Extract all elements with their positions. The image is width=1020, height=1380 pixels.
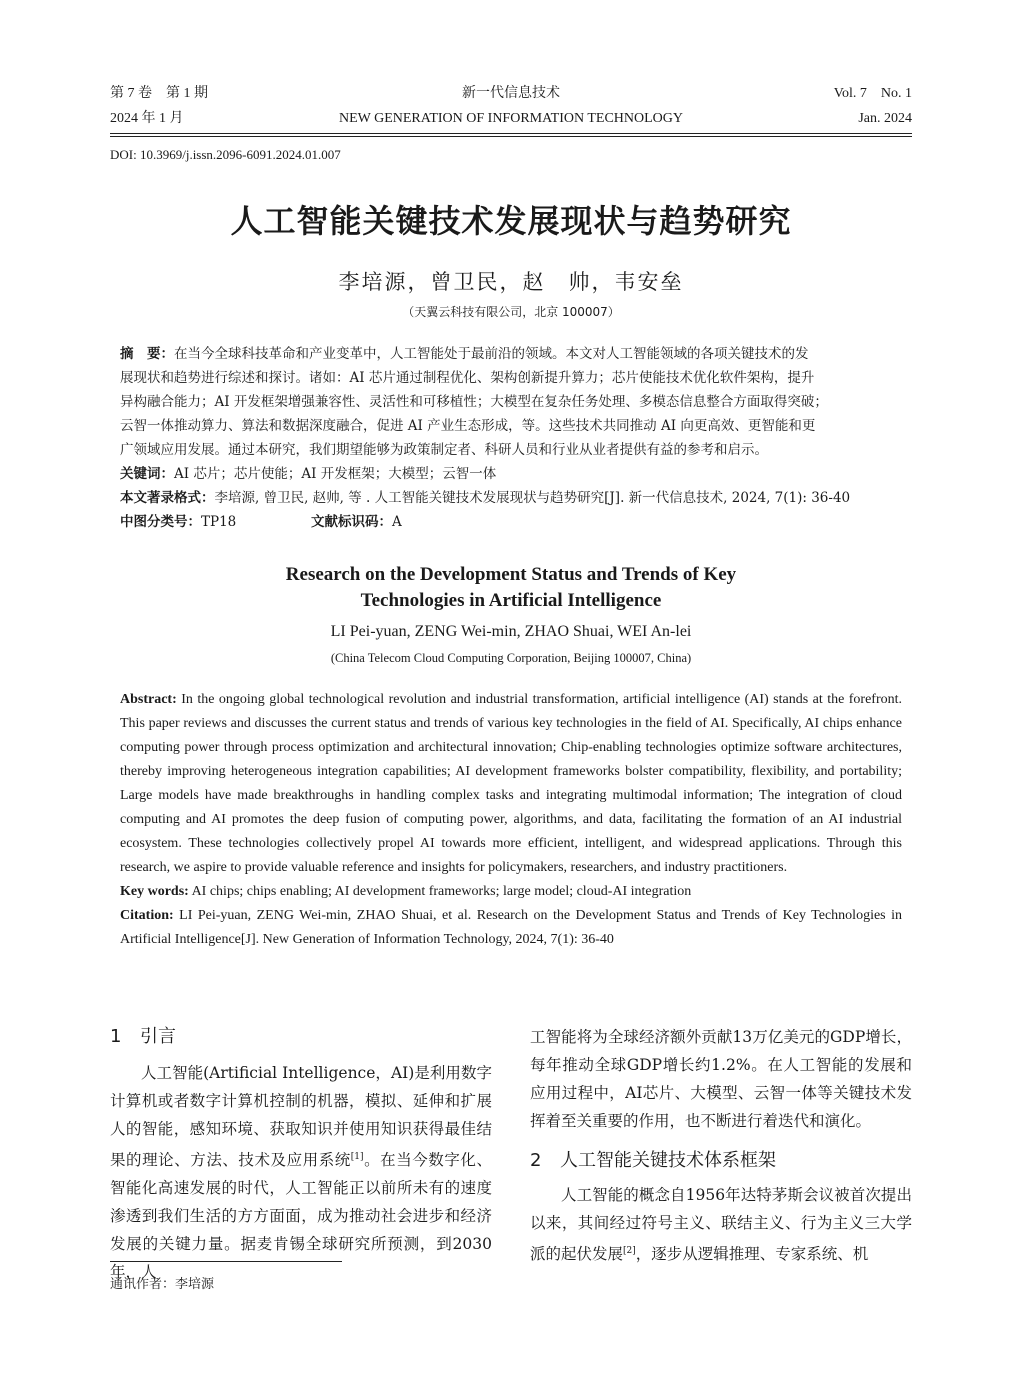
cn-abstract-line: 异构融合能力；AI 开发框架增强兼容性、灵活性和可移植性；大模型在复杂任务处理、多模态信息整合方面取得突破； [120, 394, 828, 410]
affiliation: （天翼云科技有限公司，北京 100007） [402, 305, 620, 319]
section-2-paragraph: 人工智能的概念自1956年达特茅斯会议被首次提出以来，其间经过符号主义、联结主义、行为主义三大学派的起伏发展[2]，逐步从逻辑推理、专家系统、机 [530, 1186, 912, 1264]
en-title: Research on the Development Status and Trends of Key Technologies in Artificial Intelligence [285, 564, 737, 611]
cn-abstract-line: 云智一体推动算力、算法和数据深度融合，促进 AI 产业生态形成，等。这些技术共同推动 AI 向更高效、更智能和更 [120, 418, 816, 434]
volume-issue: 第 7 卷 第 1 期 [110, 86, 208, 101]
cn-classification: 中图分类号：TP18 文献标识码：A [120, 514, 402, 530]
corresponding-author: 通讯作者：李培源 [110, 1277, 215, 1292]
header-rule-1 [110, 133, 912, 134]
cn-abstract-line: 广领域应用发展。通过本研究，我们期望能够为政策制定者、科研人员和行业从业者提供有益的参考和启示。 [120, 442, 768, 458]
en-affiliation: (China Telecom Cloud Computing Corporation, Beijing 100007, China) [330, 651, 692, 665]
right-column [530, 1023, 912, 1268]
paper-title: 人工智能关键技术发展现状与趋势研究 [230, 202, 792, 240]
cn-abstract-line: 展现状和趋势进行综述和探讨。诸如：AI 芯片通过制程优化、架构创新提升算力；芯片使能技术优化软件架构，提升 [120, 370, 815, 386]
doccode-label: 文献标识码： [311, 514, 392, 530]
clc-label: 中图分类号： [120, 514, 201, 530]
citation-ref[interactable]: [1] [350, 1152, 364, 1162]
header-rule-2 [110, 136, 912, 137]
en-citation-label: Citation: [120, 908, 174, 923]
cn-citation: 本文著录格式：李培源, 曾卫民, 赵帅, 等 . 人工智能关键技术发展现状与趋势研究[J]. 新一代信息技术, 2024, 7(1): 36-40 [120, 490, 851, 506]
footnote-rule [110, 1261, 342, 1262]
doi[interactable]: DOI: 10.3969/j.issn.2096-6091.2024.01.007 [110, 147, 341, 162]
cn-abstract-label: 摘 要： [120, 346, 174, 362]
section-1-paragraph: 人工智能(Artificial Intelligence，AI)是利用数字计算机或者数字计算机控制的机器，模拟、延伸和扩展人的智能，感知环境、获取知识并使用知识获得最佳结果的理论、方法、技术及应用系统[1]。在当今数字化、智能化高速发展的时代，人工智能正以前所未有的速度渗透到我们生活的方方面面，成为推动社会进步和经济发展的关键力量。据麦肯锡全球研究所预测，到2030年，人 [110, 1064, 492, 1282]
issue-date-en: Jan. 2024 [858, 111, 912, 126]
en-keywords: AI chips; chips enabling; AI development frameworks; large model; cloud-AI integration [191, 884, 692, 899]
author-list: 李培源，曾卫民，赵 帅，韦安垒 [338, 270, 684, 294]
cn-keywords-label: 关键词： [120, 466, 174, 482]
en-author-list: LI Pei-yuan, ZENG Wei-min, ZHAO Shuai, WEI An-lei [330, 623, 692, 640]
en-abstract [120, 688, 902, 952]
en-citation: LI Pei-yuan, ZENG Wei-min, ZHAO Shuai, et al. Research on the Development Status and Trends of Key Technologies in Artificial Intelligence[J]. New Generation of Information Technology, 2024, 7(1): 36-40 [120, 908, 902, 947]
cn-keywords: 关键词：AI 芯片；芯片使能；AI 开发框架；大模型；云智一体 [120, 466, 497, 482]
en-abstract-label: Abstract: [120, 692, 177, 707]
journal-name-en: NEW GENERATION OF INFORMATION TECHNOLOGY [338, 111, 684, 126]
section-1-paragraph-cont: 工智能将为全球经济额外贡献13万亿美元的GDP增长，每年推动全球GDP增长约1.2%。在人工智能的发展和应用过程中，AI芯片、大模型、云智一体等关键技术发挥着至关重要的作用，也不断进行着迭代和演化。 [530, 1028, 912, 1130]
citation-ref[interactable]: [2] [623, 1246, 636, 1256]
journal-header-top [110, 83, 912, 105]
journal-header-bottom [110, 108, 912, 130]
issue-date-cn: 2024 年 1 月 [110, 111, 184, 126]
section-2-heading: 2 人工智能关键技术体系框架 [530, 1150, 776, 1171]
cn-abstract [120, 342, 902, 534]
cn-citation-label: 本文著录格式： [120, 490, 215, 506]
en-keywords-label: Key words: [120, 884, 189, 899]
en-abstract-text: In the ongoing global technological revolution and industrial transformation, artificial intelligence (AI) stands at the forefront. This paper reviews and discusses the current status and trends of various key technologies in the field of AI. Specifically, AI chips enhance computing power through process optimization and architectural innovation; Chip-enabling technologies optimize software architectures, thereby improving heterogeneous integration capabilities; AI development frameworks bolster compatibility, flexibility, and portability; Large models have made breakthroughs in handling complex tasks and integrating multimodal information; The integration of cloud computing and AI promotes the deep fusion of computing power, algorithms, and data, facilitating the formation of an AI industrial ecosystem. These technologies collectively propel AI towards more efficient, intelligent, and widespread applications. Through this research, we aspire to provide valuable reference and insights for policymakers, researchers, and industry practitioners. [120, 692, 903, 875]
cn-abstract-line: 在当今全球科技革命和产业变革中，人工智能处于最前沿的领域。本文对人工智能领域的各项关键技术的发 [174, 346, 809, 362]
section-1-heading: 1 引言 [110, 1026, 176, 1047]
left-column [110, 1023, 492, 1286]
volume-issue-en: Vol. 7 No. 1 [833, 86, 912, 101]
journal-name-cn: 新一代信息技术 [462, 86, 560, 101]
